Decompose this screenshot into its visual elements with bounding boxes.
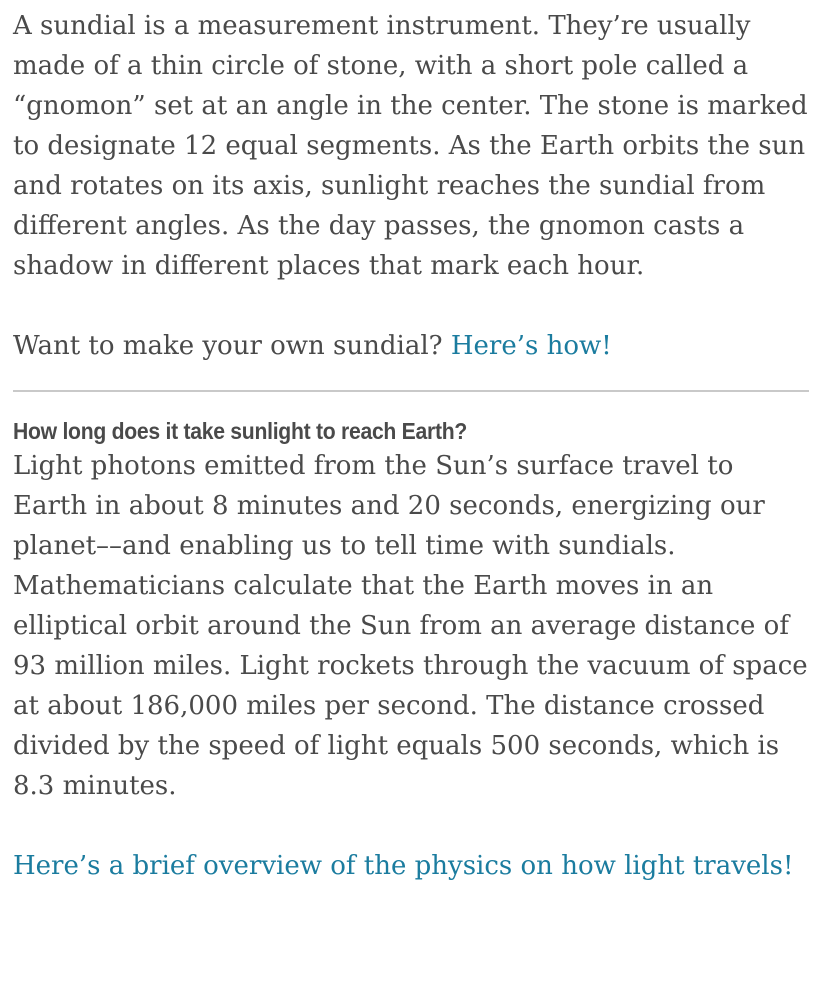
sundial-cta-text: Want to make your own sundial? (13, 331, 443, 361)
sunlight-paragraph: Light photons emitted from the Sun’s surface travel to Earth in about 8 minutes and 20 seconds, energizing our planet––and enabling us to tell time with sundials. Mathematicians calculate that the Earth moves in an elliptical orbit around the Sun from an average distance of 93 million miles. Light rockets through the vacuum of space at about 186,000 miles per second. The distance crossed divided by the speed of light equals 500 seconds, which is 8.3 minutes. (13, 451, 808, 801)
physics-overview-paragraph (13, 846, 813, 886)
sunlight-heading: How long does it take sunlight to reach Earth? (13, 418, 468, 444)
sundial-cta (13, 326, 813, 366)
article-content (13, 6, 813, 886)
sundial-paragraph: A sundial is a measurement instrument. They’re usually made of a thin circle of stone, with a short pole called a “gnomon” set at an angle in the center. The stone is marked to designate 12 equal segments. As the Earth orbits the sun and rotates on its axis, sunlight reaches the sundial from different angles. As the day passes, the gnomon casts a shadow in different places that mark each hour. (13, 11, 808, 281)
sundial-how-to-link[interactable]: Here’s how! (450, 331, 612, 361)
section-divider (13, 390, 809, 392)
physics-overview-link[interactable]: Here’s a brief overview of the physics on how light travels! (13, 851, 794, 881)
